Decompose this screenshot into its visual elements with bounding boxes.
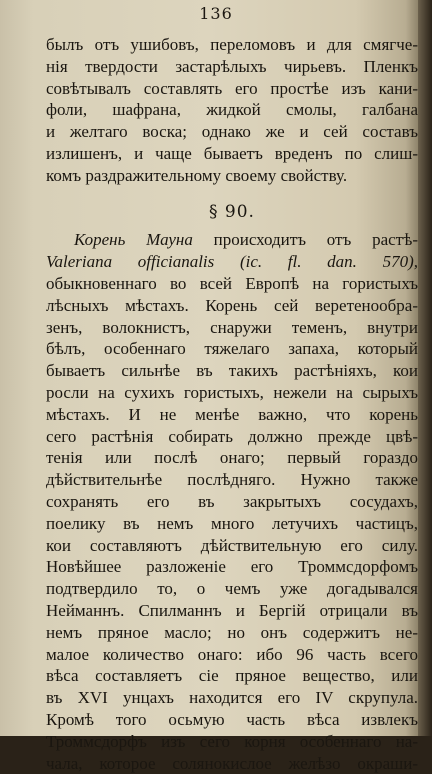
page-text — [46, 34, 418, 774]
text-line: въ XVI унцахъ находится его IV скрупула. — [46, 687, 418, 709]
text-line: обыкновеннаго во всей Европѣ на гористыхъ — [46, 273, 418, 295]
text-line: фоли, шафрана, жидкой смолы, галбана — [46, 99, 418, 121]
text-line: мѣстахъ. И не менѣе важно, что корень — [46, 404, 418, 426]
text-line: тенія или послѣ онаго; первый гораздо — [46, 447, 418, 469]
text-line: кои составляютъ дѣйствительную его силу. — [46, 535, 418, 557]
text-line — [46, 229, 418, 251]
text-line: нія твердости застарѣлыхъ чирьевъ. Пленкъ — [46, 56, 418, 78]
plant-name: Корень Мауна — [74, 230, 193, 249]
text-line: Троммсдорфъ изъ сего корня особеннаго на- — [46, 731, 418, 753]
text-line: немъ пряное масло; но онъ содержитъ не- — [46, 622, 418, 644]
text-line: сего растѣнія собирать должно прежде цвѣ- — [46, 426, 418, 448]
paragraph-1 — [46, 34, 418, 187]
text-line: и желтаго воска; однако же и сей составъ — [46, 121, 418, 143]
text-line: бѣлъ, особеннаго тяжелаго запаха, который — [46, 338, 418, 360]
text-line: чала, которое солянокислое желѣзо окраши- — [46, 753, 418, 774]
text-line: излишенъ, и чаще бываетъ вреденъ по слиш- — [46, 143, 418, 165]
text-line: росли на сухихъ гористыхъ, нежели на сырыхъ — [46, 382, 418, 404]
text-line-rest: происходитъ отъ растѣ- — [193, 230, 418, 249]
text-line: зенъ, волокнистъ, снаружи теменъ, внутри — [46, 317, 418, 339]
page-number: 136 — [0, 4, 432, 23]
text-line: Нейманнъ. Спилманнъ и Бергій отрицали въ — [46, 600, 418, 622]
text-line: бываетъ сильнѣе въ такихъ растѣніяхъ, кои — [46, 360, 418, 382]
text-line: малое количество онаго: ибо 96 часть всего — [46, 644, 418, 666]
text-line: дѣйствительнѣе послѣдняго. Нужно также — [46, 469, 418, 491]
latin-name-line: Valeriana officianalis (ic. fl. dan. 570), — [46, 251, 418, 273]
section-heading: § 90. — [46, 202, 418, 224]
text-line: Новѣйшее разложеніе его Троммсдорфомъ — [46, 556, 418, 578]
text-line: Кромѣ того осьмую часть вѣса извлекъ — [46, 709, 418, 731]
text-line: лѣсныхъ мѣстахъ. Корень сей веретенообра- — [46, 295, 418, 317]
paragraph-2 — [46, 229, 418, 774]
text-line: былъ отъ ушибовъ, переломовъ и для смягче- — [46, 34, 418, 56]
text-line: подтвердило то, о чемъ уже догадывался — [46, 578, 418, 600]
text-line: поелику въ немъ много летучихъ частицъ, — [46, 513, 418, 535]
text-line: вѣса составляетъ сіе пряное вещество, или — [46, 665, 418, 687]
text-line: комъ раздражительному своему свойству. — [46, 165, 418, 187]
text-line: совѣтывалъ составлять его простѣе изъ кани- — [46, 78, 418, 100]
text-line: сохранять его въ закрытыхъ сосудахъ, — [46, 491, 418, 513]
page-edge-shadow — [418, 0, 432, 736]
